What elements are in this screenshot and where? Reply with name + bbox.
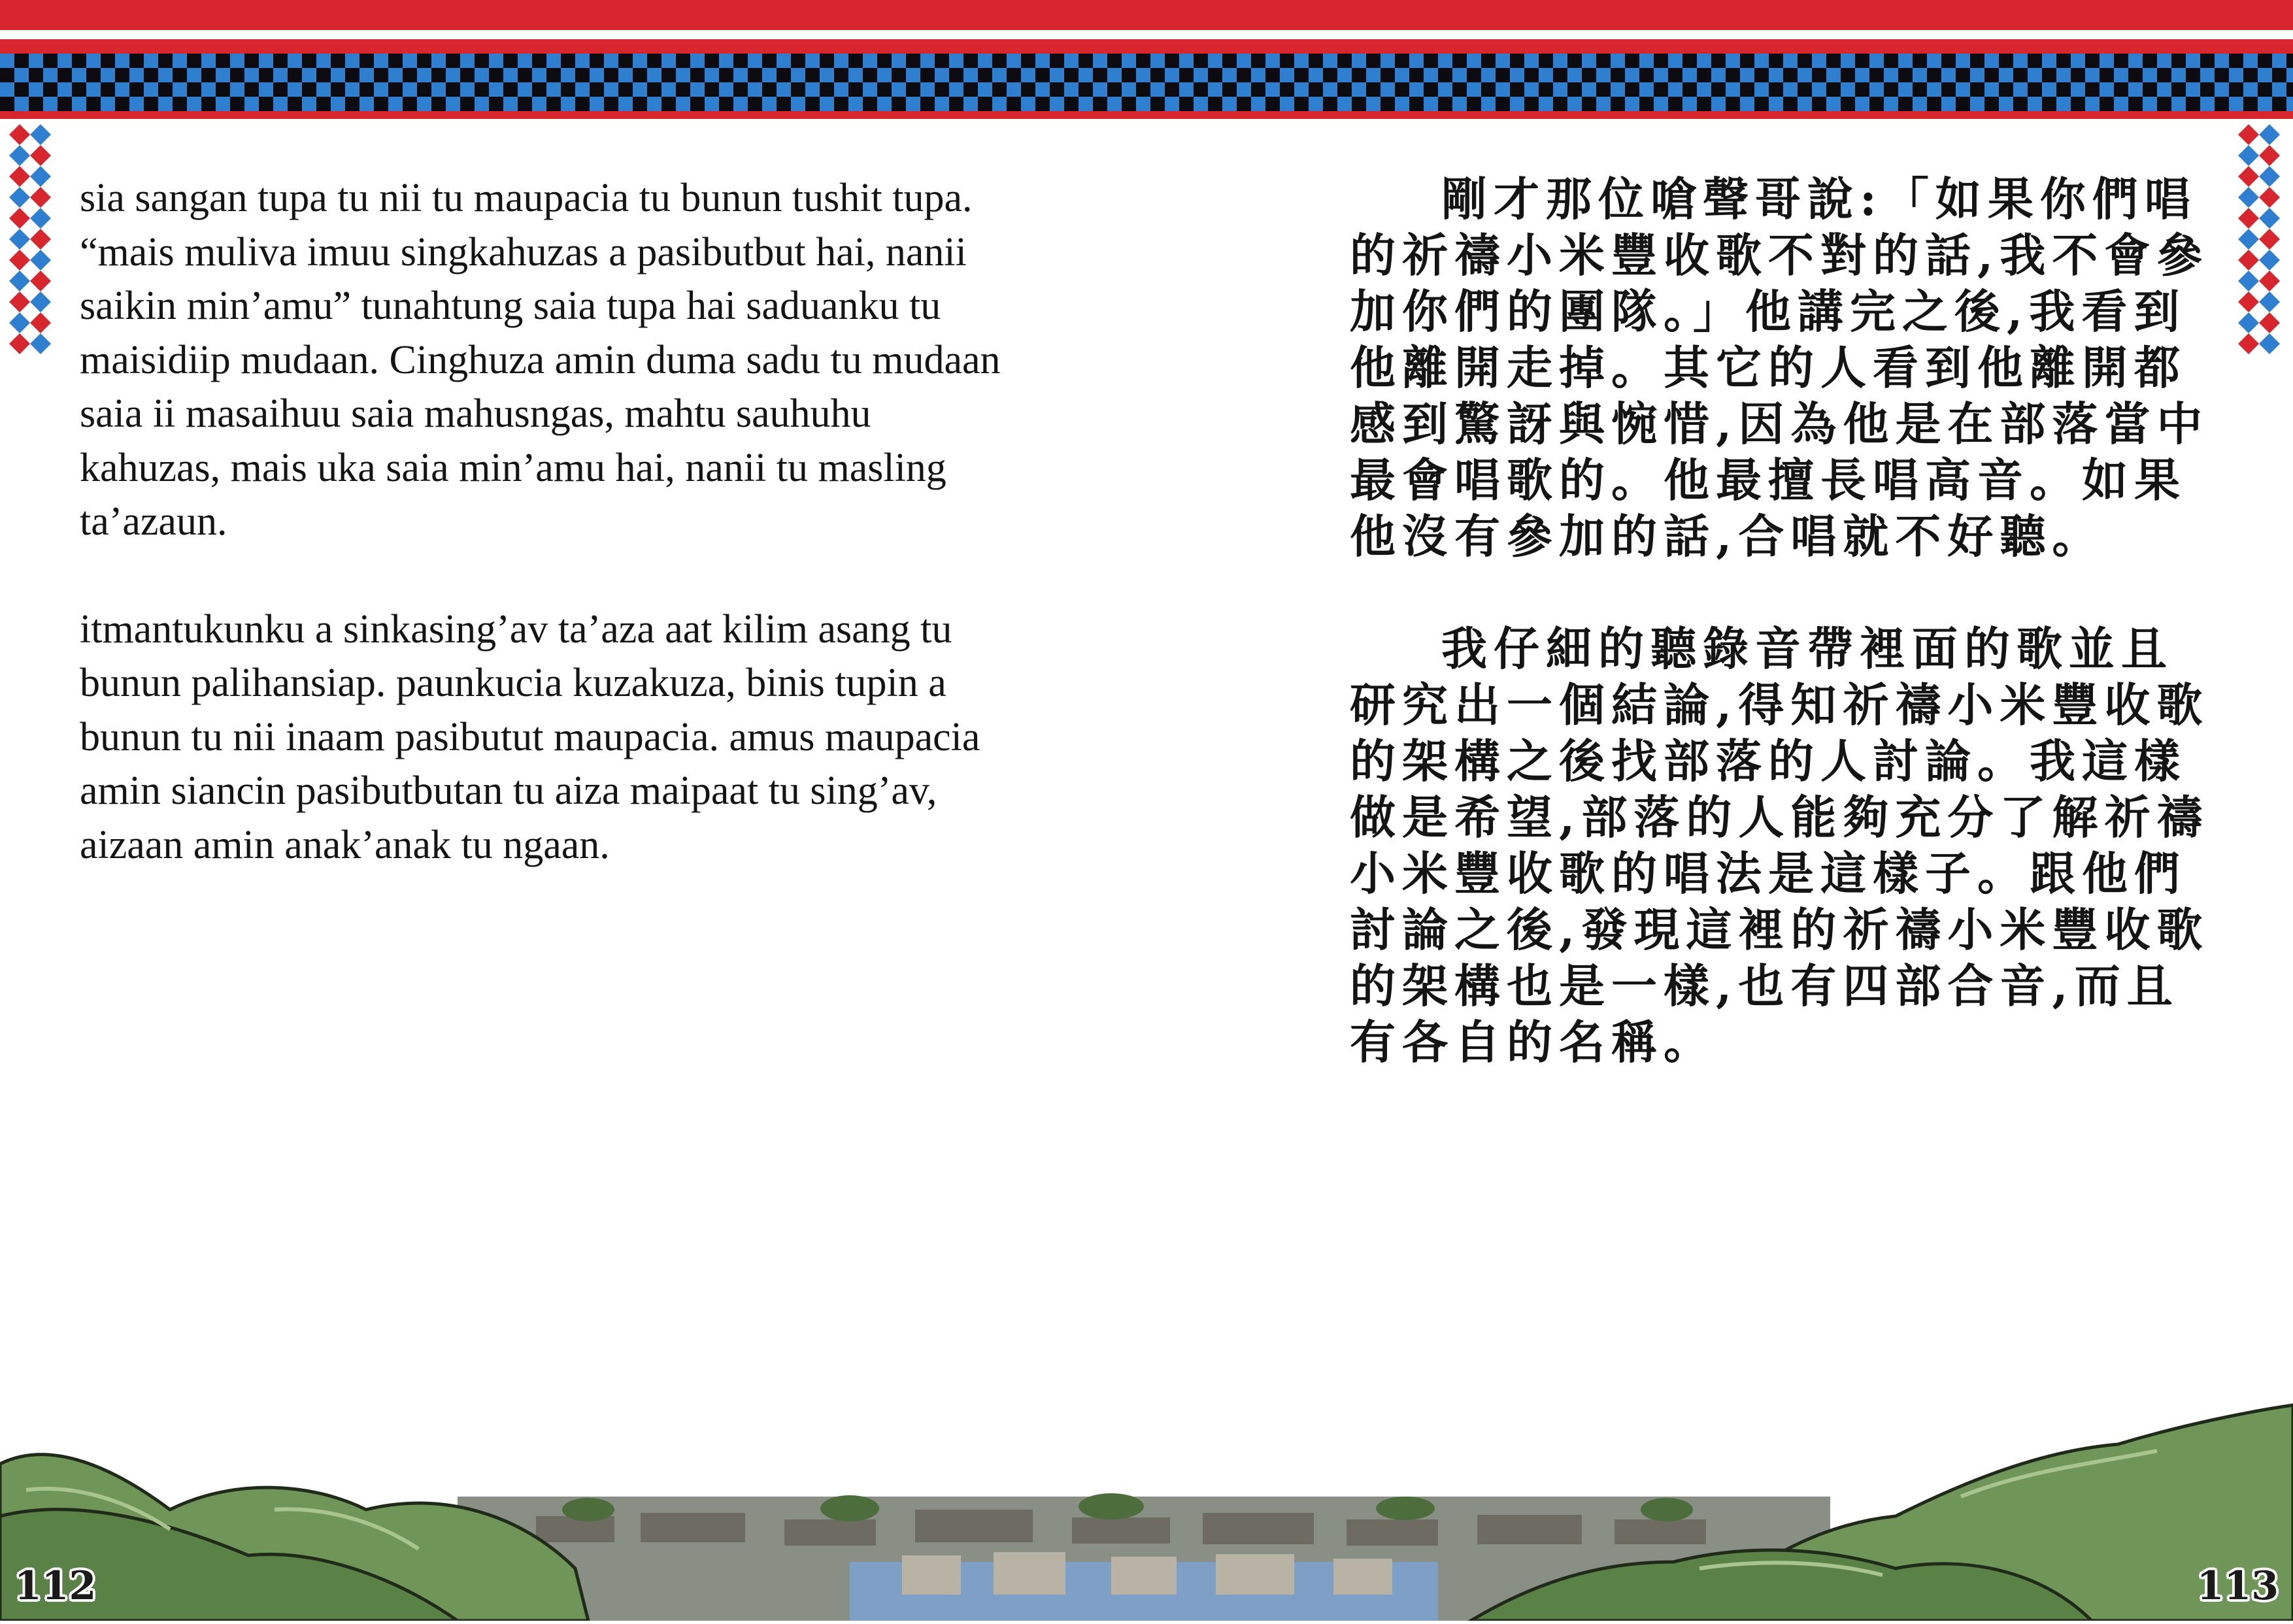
left-paragraph-1: sia sangan tupa tu nii tu maupacia tu bunun tushit tupa. “mais muliva imuu singkahuzas a pasibutbut hai, nanii saikin min’amu” tunahtung saia tupa hai saduanku tu maisidiip mudaan. Cinghuza amin duma sadu tu mudaan saia ii masaihuu saia mahusngas, mahtu sauhuhu kahuzas, mais uka saia min’amu hai, nanii tu masling ta’azaun. [80, 176, 1001, 544]
checker-pattern-band [0, 54, 2293, 111]
page-number-left: 112 [14, 1563, 97, 1609]
page-number-right: 113 [2196, 1563, 2279, 1609]
top-white-stripe [0, 30, 2293, 39]
left-paragraph-2: itmantukunku a sinkasing’av ta’aza aat kilim asang tu bunun palihansiap. paunkucia kuzakuza, binis tupin a bunun tu nii inaam pasibutut maupacia. amus maupacia amin siancin pasibutbutan tu aiza maipaat tu sing’av, aizaan amin anak’anak tu ngaan. [80, 606, 980, 867]
top-red-stripe [0, 0, 2293, 30]
bottom-red-stripe [0, 111, 2293, 119]
right-paragraph-1: 剛才那位嗆聲哥說:「如果你們唱的祈禱小米豐收歌不對的話,我不會參加你們的團隊。」他講完之後,我看到他離開走掉。其它的人看到他離開都感到驚訝與惋惜,因為他是在部落當中最會唱歌的。他最擅長唱高音。如果他沒有參加的話,合唱就不好聽。 [1350, 172, 2209, 563]
mountain-village-landscape-icon [0, 1399, 2293, 1621]
left-diamond-ornament-icon [7, 124, 67, 379]
right-paragraph-2: 我仔細的聽錄音帶裡面的歌並且研究出一個結論,得知祈禱小米豐收歌的架構之後找部落的人討論。我這樣做是希望,部落的人能夠充分了解祈禱小米豐收歌的唱法是這樣子。跟他們討論之後,發現這裡的祈禱小米豐收歌的架構也是一樣,也有四部合音,而且有各自的名稱。 [1350, 621, 2209, 1069]
right-diamond-ornament-icon [2235, 124, 2293, 379]
top-red-stripe-2 [0, 39, 2293, 54]
left-page-text [80, 171, 1008, 872]
top-decorative-border [0, 0, 2293, 124]
right-page-text [1350, 171, 2213, 1070]
